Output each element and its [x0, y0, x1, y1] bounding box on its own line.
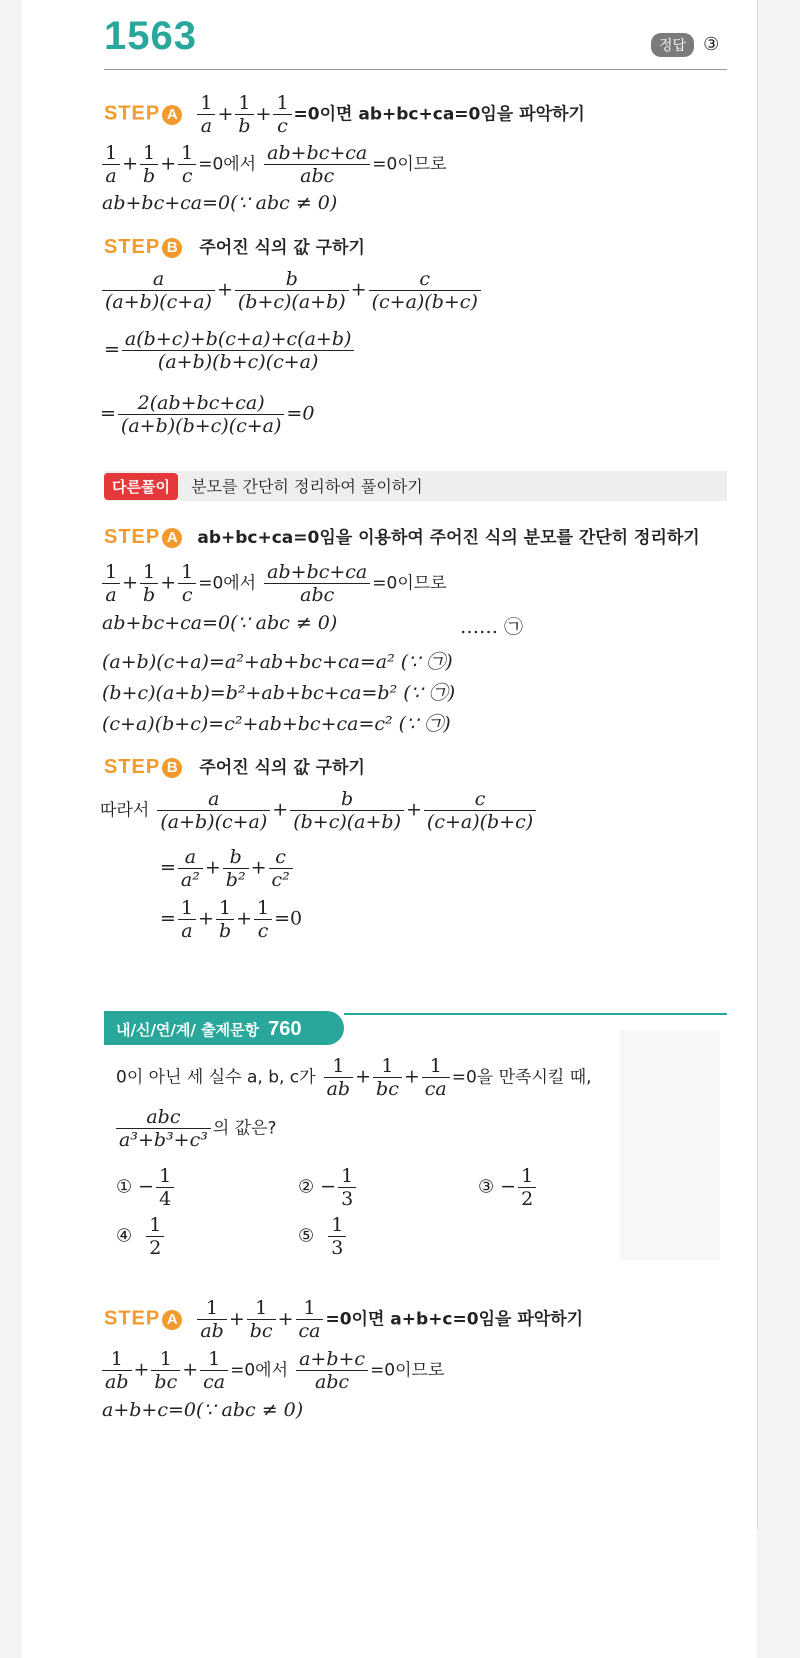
header-rule [104, 69, 727, 70]
step-b-circle: B [162, 758, 182, 778]
step2a-title-text: ab+bc+ca=0임을 이용하여 주어진 식의 분모를 간단히 정리하기 [197, 528, 700, 548]
alt-line5: (c+a)(b+c)=c²+ab+bc+ca=c² (∵ ㉠) [102, 713, 451, 735]
alt-expr2: = $\frac{a}{\text{a²}}$ + $\frac{b}{\text{b²}}$ + $\frac{c}{\text{c²}}$ [160, 846, 295, 891]
alt-line2-mark: …… ㉠ [460, 616, 524, 638]
sol3-line1: $\frac{1}{ab}$ + $\frac{1}{bc}$ + $\frac{1}{ca}$ =0에서 $\frac{a+b+c}{\text{abc}}$ =0이므로 [100, 1348, 444, 1393]
line1-mid: =0에서 [198, 573, 257, 594]
q-text1: 0이 아닌 세 실수 a, b, c가 [116, 1067, 316, 1088]
sol1-expr3: = $\frac{2(ab+bc+ca)}{(a+b)(b+c)(c+a)}$ =0 [100, 392, 315, 437]
naesin-line [344, 1013, 727, 1015]
alt-line3: (a+b)(c+a)=a²+ab+bc+ca=a² (∵ ㉠) [102, 651, 453, 673]
step1a-title: STEP A $\frac{1}{a}$ + $\frac{1}{b}$ + $\frac{1}{c}$ =0이면 ab+bc+ca=0임을 파악하기 [104, 92, 585, 137]
step1a-title-tail: =0이면 ab+bc+ca=0임을 파악하기 [293, 104, 585, 125]
step3a-title: STEP A $\frac{1}{ab}$ + $\frac{1}{bc}$ + $\frac{1}{ca}$ =0이면 a+b+c=0임을 파악하기 [104, 1297, 584, 1342]
alt-header [104, 473, 423, 500]
choice-3-label: ③ [478, 1176, 495, 1198]
choice-1[interactable]: ① − $\frac{1}{4}$ [116, 1165, 176, 1210]
step-a-circle: A [162, 105, 182, 125]
choice-5-label: ⑤ [298, 1225, 315, 1247]
alt-badge: 다른풀이 [104, 473, 178, 500]
step1b-title [104, 233, 365, 259]
sol1-line2: ab+bc+ca=0(∵ abc ≠ 0) [102, 192, 338, 214]
alt-expr1: 따라서 $\frac{a}{(a+b)(c+a)}$ + $\frac{b}{(b+c)(a+b)}$ + $\frac{c}{(c+a)(b+c)}$ [100, 788, 538, 833]
step-label: STEP [104, 1307, 161, 1330]
choice-5[interactable]: ⑤ $\frac{1}{3}$ [298, 1214, 348, 1259]
final-line: a+b+c=0(∵ abc ≠ 0) [102, 1399, 304, 1421]
step-a-circle: A [162, 1310, 182, 1330]
step-a-circle: A [162, 528, 182, 548]
alt-line4: (b+c)(a+b)=b²+ab+bc+ca=b² (∵ ㉠) [102, 682, 456, 704]
choice-4-label: ④ [116, 1225, 133, 1247]
q-text2-tail: 의 값은? [212, 1118, 277, 1139]
step2b-title [104, 753, 365, 779]
alt-line1: $\frac{1}{a}$ + $\frac{1}{b}$ + $\frac{1}{c}$ =0에서 $\frac{ab+bc+ca}{\text{abc}}$ =0이므로 [100, 561, 447, 606]
step1b-title-text: 주어진 식의 값 구하기 [199, 238, 365, 258]
q-text1-tail: =0을 만족시킬 때, [451, 1067, 592, 1088]
choice-2[interactable]: ② − $\frac{1}{3}$ [298, 1165, 358, 1210]
alt-expr3: = $\frac{1}{a}$ + $\frac{1}{b}$ + $\frac{1}{c}$ =0 [160, 897, 303, 942]
page-edge [757, 0, 758, 1530]
answer-area [651, 33, 719, 57]
naesin-number: 760 [268, 1018, 302, 1040]
step3a-title-tail: =0이면 a+b+c=0임을 파악하기 [325, 1309, 584, 1330]
sol1-expr1: $\frac{a}{(a+b)(c+a)}$ + $\frac{b}{(b+c)(a+b)}$ + $\frac{c}{(c+a)(b+c)}$ [100, 268, 483, 313]
line1-tail: =0이므로 [372, 573, 447, 594]
line1-mid: =0에서 [230, 1360, 289, 1381]
line1-tail: =0이므로 [372, 154, 447, 175]
naesin-header [116, 1018, 302, 1041]
bleed-through [620, 1030, 720, 1260]
ttarase: 따라서 [100, 800, 150, 821]
choice-3[interactable]: ③ − $\frac{1}{2}$ [478, 1165, 538, 1210]
question-line1: 0이 아닌 세 실수 a, b, c가 $\frac{1}{ab}$ + $\frac{1}{bc}$ + $\frac{1}{ca}$ =0을 만족시킬 때, [116, 1055, 592, 1100]
step2a-title [104, 523, 700, 549]
line1-mid: =0에서 [198, 154, 257, 175]
sol1-line1: $\frac{1}{a}$ + $\frac{1}{b}$ + $\frac{1}{c}$ =0에서 $\frac{ab+bc+ca}{\text{abc}}$ =0이므로 [100, 142, 447, 187]
alt-line2: ab+bc+ca=0(∵ abc ≠ 0) [102, 612, 338, 634]
step2b-title-text: 주어진 식의 값 구하기 [199, 758, 365, 778]
naesin-label: 내/신/연/계/ 출제문항 [116, 1021, 260, 1039]
alt-title: 분모를 간단히 정리하여 풀이하기 [191, 477, 423, 496]
question-line2: $\frac{\text{abc}}{\text{a³+b³+c³}}$ 의 값은? [114, 1106, 277, 1151]
step-label: STEP [104, 236, 161, 258]
problem-number: 1563 [104, 14, 197, 58]
answer-badge: 정답 [651, 33, 694, 57]
choice-2-label: ② [298, 1176, 315, 1198]
sol1-expr2: = $\frac{a(b+c)+b(c+a)+c(a+b)}{(a+b)(b+c)(c+a)}$ [104, 328, 356, 373]
step-label: STEP [104, 756, 161, 778]
step-label: STEP [104, 526, 161, 548]
answer-value: ③ [703, 34, 720, 55]
choice-4[interactable]: ④ $\frac{1}{2}$ [116, 1214, 166, 1259]
choice-1-label: ① [116, 1176, 133, 1198]
step-label: STEP [104, 102, 161, 125]
line1-tail: =0이므로 [370, 1360, 445, 1381]
step-b-circle: B [162, 238, 182, 258]
